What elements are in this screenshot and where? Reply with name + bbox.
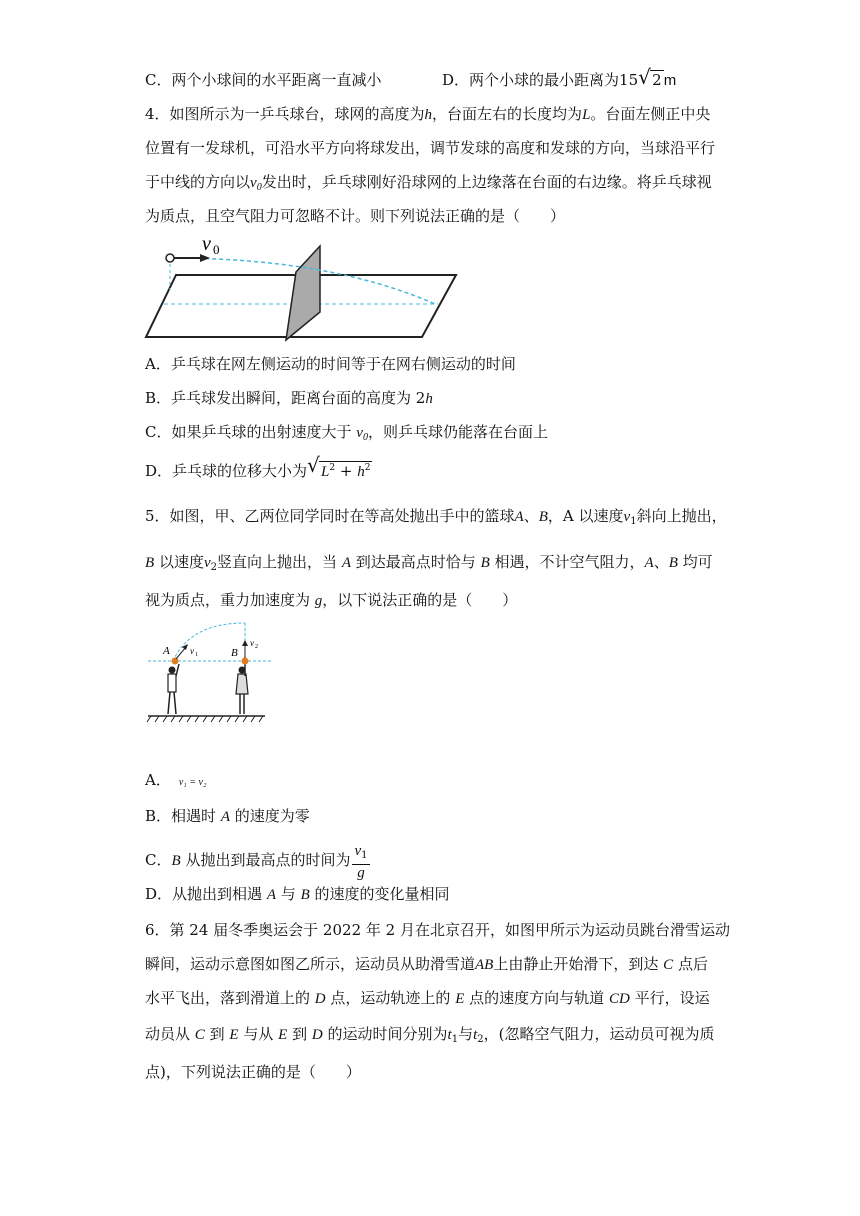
option-label: D． [145,462,173,480]
symbol-v: v [354,843,362,859]
label-v2-sub: 2 [255,644,258,650]
v0-subscript: 0 [213,242,220,257]
option-text: v₁ = v₂ [178,777,207,788]
option-text: 的速度的变化量相同 [314,885,450,903]
symbol-D: D [314,991,326,1007]
radicand: 2 [652,71,662,89]
symbol-A: A [644,555,654,571]
symbol-h: h [424,107,433,123]
text: 到 [209,1025,225,1043]
symbol-B: B [538,509,548,525]
text: 与 [458,1025,474,1043]
option-label: D． [442,71,470,89]
ball-A [172,658,179,665]
text: 均可 [682,553,713,571]
q5-line-2 [145,552,713,578]
ball [166,254,174,262]
text: 点后 [677,955,708,973]
text: 为质点，且空气阻力可忽略不计。则下列说法正确的是（ ） [145,207,566,225]
label-B: B [231,647,238,659]
symbol-B: B [480,555,490,571]
option-text: 乒乓球的位移大小为 [172,462,308,480]
arrow-head [182,644,188,650]
symbol-CD: CD [608,991,630,1007]
text: ，以下说法正确的是（ ） [322,591,518,609]
ball-B [242,658,249,665]
symbol-B: B [668,555,678,571]
symbol-v: v [623,509,631,525]
subscript: 1 [361,850,368,861]
text: 动员从 [145,1025,191,1043]
option-text: 乒乓球在网左侧运动的时间等于在网右侧运动的时间 [170,355,516,373]
option-text: 两个小球间的水平距离一直减小 [171,71,382,89]
option-label: C． [145,423,172,441]
symbol-A: A [341,555,351,571]
symbol-A: A [514,509,524,525]
symbol-C: C [194,1027,205,1043]
symbol-t: t [447,1027,452,1043]
sqrt-expression: √ $L^2 + h^2$ [307,453,371,480]
q4-option-a [145,354,516,374]
text: 的运动时间分别为 [327,1025,448,1043]
text: ，(忽略空气阻力，运动员可视为质 [483,1025,715,1043]
unit: m [663,72,677,89]
symbol-B: B [171,853,181,869]
coefficient: 15 [619,71,639,89]
option-label: C． [145,851,172,869]
q4-line-3 [145,172,712,198]
text: 点的速度方向与轨道 [469,989,605,1007]
symbol-t: t [473,1027,478,1043]
q6-line-2 [145,954,708,975]
subscript: 0 [256,182,262,193]
sqrt-expression: √ 2 [638,65,662,89]
text: ，A 以速度 [547,507,624,525]
q6-line-5 [145,1062,361,1082]
symbol-E: E [278,1027,288,1043]
q4-option-c [145,422,548,448]
text: 点)，下列说法正确的是（ ） [145,1063,361,1081]
q5-option-b [145,806,310,827]
symbol-A: A [266,887,276,903]
symbol-C: C [663,957,674,973]
symbol-h: h [357,464,365,480]
subscript: 1 [630,516,637,527]
ground-hatch [147,716,263,722]
q5-option-c [145,842,370,881]
radicand: $L^2 + h^2$ [321,462,371,480]
q5-line-3 [145,590,517,611]
text: 以速度 [158,553,204,571]
q4-line-4 [145,206,565,226]
numerator [352,842,369,865]
symbol-E: E [455,991,465,1007]
net [286,246,320,340]
text: 发出时，乒乓球刚好沿球网的上边缘落在台面的右边缘。将乒乓球视 [261,173,712,191]
label-v1: v [190,646,194,656]
q6-line-1 [145,920,730,940]
text: 水平飞出，落到滑道上的 [145,989,311,1007]
arrow-head [242,640,248,646]
q4-option-d [145,453,372,482]
symbol-A: A [220,809,230,825]
option-text: 从抛出到相遇 [172,885,263,903]
student-B [236,664,248,714]
exponent: 2 [329,463,336,473]
text: 点，运动轨迹上的 [330,989,451,1007]
text: 4．如图所示为一乒乓球台，球网的高度为 [145,105,425,123]
label-v1-sub: 1 [195,652,198,658]
option-text: 的速度为零 [234,807,310,825]
option-text: 两个小球的最小距离为 [469,71,620,89]
symbol-v: v [203,555,211,571]
q5-option-a [145,770,206,793]
symbol-g: g [314,593,323,609]
q4-option-b [145,388,433,409]
option-label: D． [145,885,173,903]
text: 6．第 24 届冬季奥运会于 2022 年 2 月在北京召开，如图甲所示为运动员跳台滑雪运动 [145,921,730,939]
label-v2: v [250,638,254,648]
option-label: C． [145,71,172,89]
exponent: 2 [364,463,371,473]
text: 、 [653,553,669,571]
arrow-head [200,254,210,262]
symbol-B: B [300,887,310,903]
option-label: A． [145,355,171,373]
student-A [168,664,179,714]
label-A: A [163,645,170,657]
option-label: B． [145,807,172,825]
text: 相遇，不计空气阻力， [494,553,645,571]
q4-line-1 [145,104,710,125]
option-label: A． [145,771,171,789]
symbol-E: E [229,1027,239,1043]
text: 斜向上抛出， [636,507,727,525]
text: 视为质点，重力加速度为 [145,591,311,609]
symbol-v0: v [356,425,363,441]
ping-pong-table-figure [140,232,470,344]
subscript: 0 [362,432,368,443]
text: 、 [523,507,539,525]
basketball-throw-figure [145,618,275,726]
symbol-AB: AB [475,957,494,973]
text: 5．如图，甲、乙两位同学同时在等高处抛出手中的篮球 [145,507,515,525]
text: 到达最高点时恰与 [355,553,476,571]
option-label: B． [145,389,172,407]
q3-option-c [145,70,382,90]
text: 与从 [243,1025,274,1043]
option-text: 如果乒乓球的出射速度大于 [171,423,352,441]
symbol-v0: v [250,175,257,191]
symbol-L: L [321,464,330,480]
denominator: g [357,865,365,881]
q3-option-d [442,65,677,91]
subscript: 2 [477,1034,484,1045]
option-text: ，则乒乓球仍能落在台面上 [367,423,548,441]
option-text: 与 [280,885,296,903]
q5-option-d [145,884,450,905]
v0-label: v [202,233,211,255]
symbol-h: h [425,391,433,407]
text: 竖直向上抛出，当 [217,553,338,571]
q6-line-4 [145,1024,715,1050]
text: 到 [292,1025,308,1043]
option-text: 乒乓球发出瞬间，距离台面的高度为 2 [171,389,426,407]
fraction-v1-over-g [352,842,369,881]
text: 上由静止开始滑下，到达 [493,955,659,973]
q5-line-1 [145,506,727,532]
subscript: 2 [210,562,218,573]
text: 瞬间，运动示意图如图乙所示，运动员从助滑雪道 [145,955,476,973]
q6-line-3 [145,988,710,1009]
symbol-B: B [145,555,155,571]
q4-line-2 [145,138,715,158]
option-text: 相遇时 [171,807,217,825]
text: 。台面左侧正中央 [590,105,711,123]
symbol-D: D [311,1027,323,1043]
text: 于中线的方向以 [145,173,251,191]
option-text: 从抛出到最高点的时间为 [185,851,351,869]
text: ，台面左右的长度均为 [432,105,583,123]
symbol-L: L [582,107,591,123]
subscript: 1 [451,1034,459,1045]
text: 平行，设运 [634,989,710,1007]
text: 位置有一发球机，可沿水平方向将球发出，调节发球的高度和发球的方向，当球沿平行 [145,139,716,157]
